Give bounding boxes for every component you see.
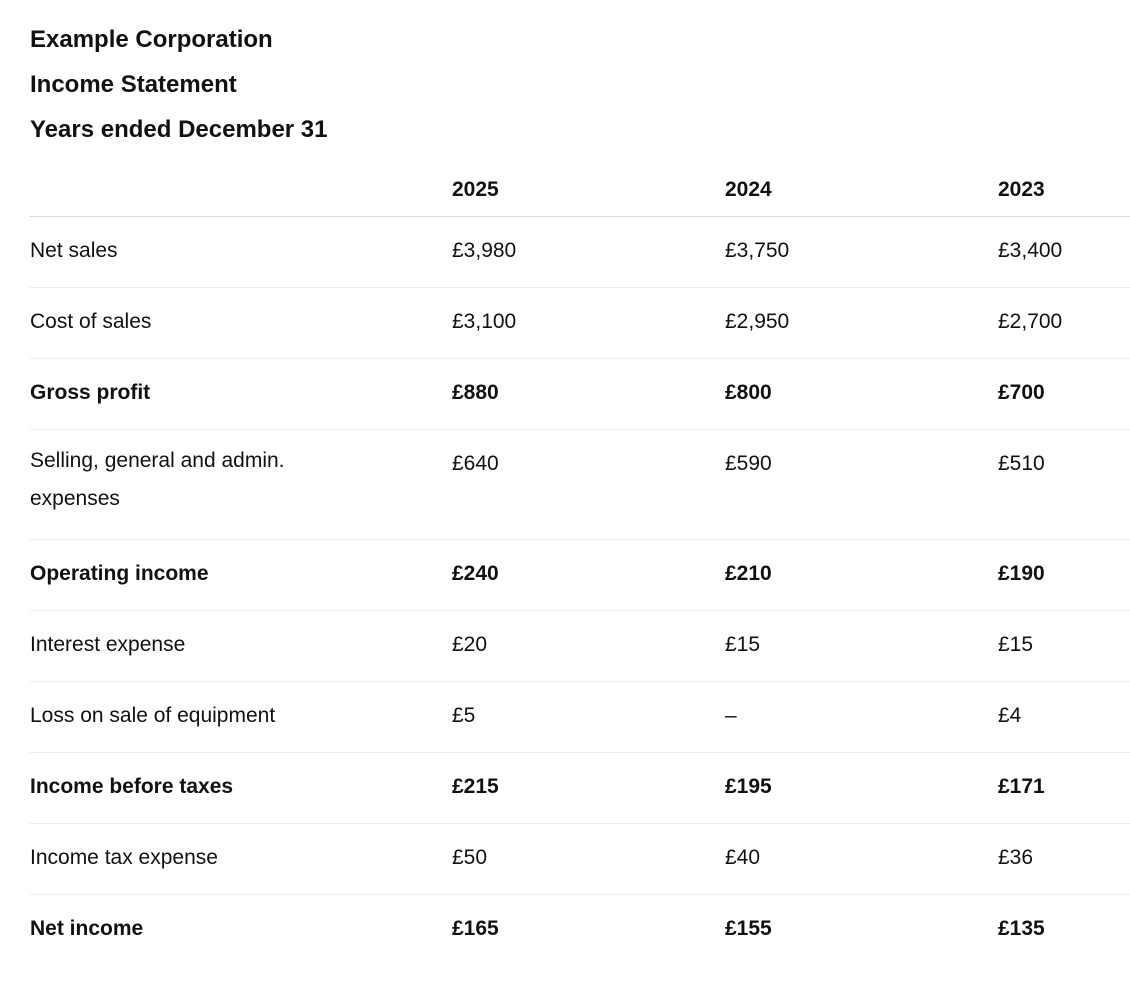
table-header-row <box>30 166 1130 216</box>
value-2025: £640 <box>452 429 725 539</box>
row-label: Cost of sales <box>30 287 452 358</box>
row-label: Gross profit <box>30 358 452 429</box>
value-2024: £2,950 <box>725 287 998 358</box>
table-row <box>30 894 1130 965</box>
value-2025: £240 <box>452 539 725 610</box>
statement-title: Income Statement <box>30 71 237 98</box>
value-2023: £36 <box>998 823 1130 894</box>
row-label: Net sales <box>30 216 452 287</box>
value-2023: £3,400 <box>998 216 1130 287</box>
company-name: Example Corporation <box>30 26 273 53</box>
value-2023: £171 <box>998 752 1130 823</box>
value-2023: £700 <box>998 358 1130 429</box>
table-row <box>30 610 1130 681</box>
value-2025: £20 <box>452 610 725 681</box>
value-2023: £2,700 <box>998 287 1130 358</box>
row-label: Income tax expense <box>30 823 452 894</box>
value-2024: £40 <box>725 823 998 894</box>
value-2024: £590 <box>725 429 998 539</box>
income-statement-table <box>30 166 1130 965</box>
value-2025: £3,100 <box>452 287 725 358</box>
table-row <box>30 358 1130 429</box>
value-2023: £510 <box>998 429 1130 539</box>
value-2024: £195 <box>725 752 998 823</box>
value-2024: – <box>725 681 998 752</box>
value-2024: £155 <box>725 916 772 940</box>
value-2024: £3,750 <box>725 216 998 287</box>
row-label: Loss on sale of equipment <box>30 681 452 752</box>
row-label: Net income <box>30 916 144 940</box>
value-2024: £15 <box>725 610 998 681</box>
value-2025: £3,980 <box>452 216 725 287</box>
table-row <box>30 752 1130 823</box>
row-label: Interest expense <box>30 610 452 681</box>
table-row <box>30 681 1130 752</box>
table-row <box>30 823 1130 894</box>
table-row <box>30 216 1130 287</box>
value-2023: £190 <box>998 539 1130 610</box>
table-row <box>30 429 1130 539</box>
value-2025: £880 <box>452 358 725 429</box>
value-2023: £4 <box>998 681 1130 752</box>
row-label: Selling, general and admin. expenses <box>30 429 452 539</box>
row-label: Income before taxes <box>30 752 452 823</box>
table-row <box>30 287 1130 358</box>
column-header-2025: 2025 <box>452 166 725 216</box>
column-header-2024: 2024 <box>725 166 998 216</box>
table-row <box>30 539 1130 610</box>
column-header-label <box>30 166 452 216</box>
column-header-2023: 2023 <box>998 166 1130 216</box>
value-2024: £210 <box>725 539 998 610</box>
value-2023: £135 <box>998 916 1045 940</box>
value-2025: £5 <box>452 681 725 752</box>
statement-period: Years ended December 31 <box>30 116 328 143</box>
value-2025: £215 <box>452 752 725 823</box>
row-label: Operating income <box>30 539 452 610</box>
value-2025: £165 <box>452 916 499 940</box>
value-2024: £800 <box>725 358 998 429</box>
value-2025: £50 <box>452 823 725 894</box>
value-2023: £15 <box>998 610 1130 681</box>
